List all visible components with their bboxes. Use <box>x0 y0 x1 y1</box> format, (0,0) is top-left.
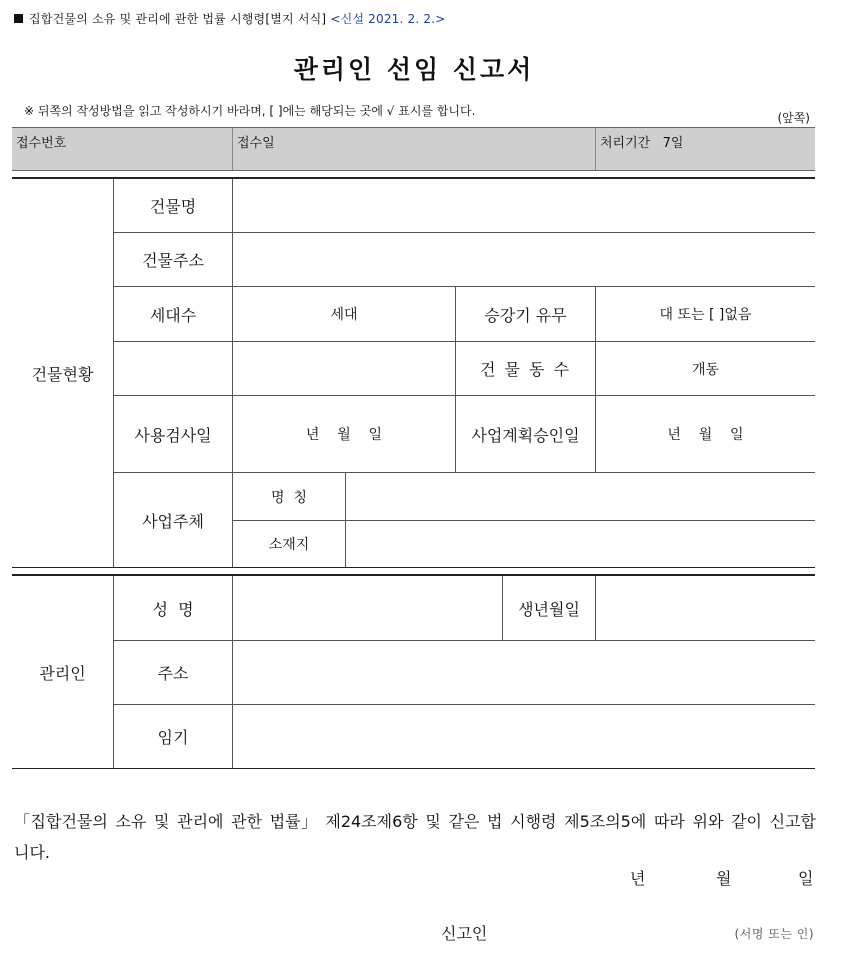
operator-name-field[interactable] <box>346 473 815 520</box>
receipt-number-field[interactable] <box>12 128 232 170</box>
building-count-label: 건 물 동 수 <box>479 360 572 379</box>
inspection-date-label: 사용검사일 <box>134 425 212 445</box>
households-unit: 세대 <box>330 307 358 323</box>
elevator-options: 대 또는 [ ]없음 <box>659 307 752 323</box>
processing-period-value: 7일 <box>662 136 684 151</box>
manager-name-field[interactable] <box>233 576 502 640</box>
building-address-label: 건물주소 <box>142 251 204 270</box>
operator-location-label: 소재지 <box>268 537 310 553</box>
building-count-field[interactable] <box>596 342 815 395</box>
manager-address-label: 주소 <box>157 664 189 683</box>
manager-term-label: 임기 <box>157 728 189 747</box>
receipt-number-label: 접수번호 <box>16 136 67 151</box>
signature-field[interactable]: (서명 또는 인) <box>734 927 814 941</box>
square-bullet-icon <box>14 14 23 23</box>
processing-period-label: 처리기간 <box>600 136 651 151</box>
operator-label: 사업주체 <box>142 511 204 531</box>
processing-period <box>596 128 815 170</box>
form-reference <box>14 10 446 27</box>
receipt-bar <box>12 127 815 171</box>
receipt-date-label: 접수일 <box>237 136 275 151</box>
plan-approval-label: 사업계획승인일 <box>471 425 580 445</box>
plan-approval-date-text: 년 월 일 <box>667 427 744 443</box>
operator-location-field[interactable] <box>346 521 815 567</box>
manager-address-field[interactable] <box>233 641 815 704</box>
form-title: 관리인 선임 신고서 <box>293 55 535 84</box>
manager-section-label: 관리인 <box>39 663 86 683</box>
form-reference-text: 집합건물의 소유 및 관리에 관한 법률 시행령[별지 서식] <box>29 12 327 26</box>
manager-birth-label: 생년월일 <box>518 599 580 619</box>
date-month: 월 <box>716 869 732 888</box>
elevator-label: 승강기 유무 <box>484 305 567 325</box>
households-label: 세대수 <box>149 305 197 325</box>
manager-term-field[interactable] <box>233 705 815 768</box>
reporter-label: 신고인 <box>441 924 488 943</box>
elevator-field[interactable] <box>596 287 815 341</box>
blank-label-cell <box>114 342 232 395</box>
building-name-field[interactable] <box>233 179 815 232</box>
building-address-field[interactable] <box>233 233 815 286</box>
households-field[interactable] <box>233 287 455 341</box>
instructions: ※ 뒤쪽의 작성방법을 읽고 작성하시기 바라며, [ ]에는 해당되는 곳에 √ 표시를 합니다. <box>24 104 476 118</box>
blank-field-cell[interactable] <box>233 342 455 395</box>
building-section-label: 건물현황 <box>31 364 94 384</box>
inspection-date-field[interactable] <box>233 396 455 472</box>
plan-approval-field[interactable] <box>596 396 815 472</box>
building-count-unit: 개동 <box>691 361 720 378</box>
operator-name-label: 명 칭 <box>271 489 307 506</box>
manager-birth-field[interactable] <box>596 576 815 640</box>
inspection-date-text: 년 월 일 <box>305 427 383 443</box>
page-side-label: (앞쪽) <box>777 111 810 125</box>
manager-name-label: 성 명 <box>152 599 194 619</box>
date-year: 년 <box>630 869 646 888</box>
date-day: 일 <box>798 869 814 888</box>
revision-note: <신설 2021. 2. 2.> <box>330 12 446 26</box>
building-name-label: 건물명 <box>149 197 197 216</box>
declaration-statement: 「집합건물의 소유 및 관리에 관한 법률」 제24조제6항 및 같은 법 시행령 제5조의5에 따라 위와 같이 신고합니다. <box>14 812 816 862</box>
receipt-date-field[interactable] <box>233 128 595 170</box>
